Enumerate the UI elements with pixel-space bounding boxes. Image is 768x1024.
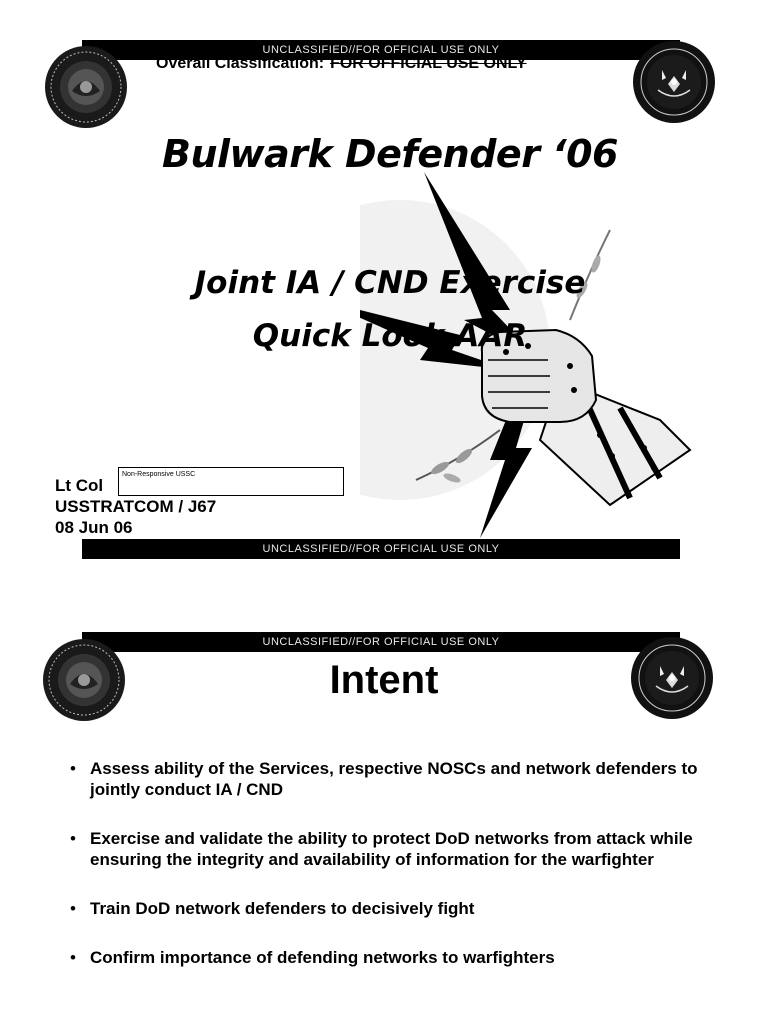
overall-classification-label: Overall Classification: <box>156 55 325 72</box>
presenter-organization: USSTRATCOM / J67 <box>55 497 217 516</box>
classification-banner-top: UNCLASSIFIED//FOR OFFICIAL USE ONLY <box>82 632 680 652</box>
overall-classification-value: FOR OFFICIAL USE ONLY <box>330 55 527 72</box>
bullet-icon: • <box>70 948 76 967</box>
presenter-rank: Lt Col <box>55 476 104 495</box>
intent-bullet-list <box>70 758 710 996</box>
list-item <box>70 947 710 968</box>
overall-classification <box>156 55 527 73</box>
bullet-text: Assess ability of the Services, respective NOSCs and network defenders to jointly conduct IA / CND <box>90 759 698 799</box>
intent-slide <box>0 610 768 1024</box>
bullet-icon: • <box>70 829 76 848</box>
classification-banner-bottom: UNCLASSIFIED//FOR OFFICIAL USE ONLY <box>82 539 680 559</box>
presentation-title: Bulwark Defender ‘06 <box>162 132 618 176</box>
bullet-text: Exercise and validate the ability to protect DoD networks from attack while ensuring the integrity and availability of information for the warfighter <box>90 829 693 869</box>
bullet-icon: • <box>70 899 76 918</box>
gauntlet-lightning-illustration <box>360 160 700 550</box>
redaction-box: Non-Responsive USSC <box>118 467 344 496</box>
presentation-subtitle-line-2: Quick Look AAR <box>252 318 528 354</box>
slide-title: Intent <box>329 658 439 702</box>
presentation-date: 08 Jun 06 <box>55 518 133 537</box>
bullet-text: Train DoD network defenders to decisively fight <box>90 899 475 918</box>
network-operations-seal-icon <box>632 40 716 124</box>
list-item <box>70 828 710 870</box>
bullet-text: Confirm importance of defending networks to warfighters <box>90 948 555 967</box>
presentation-subtitle-line-1: Joint IA / CND Exercise <box>194 265 586 301</box>
list-item <box>70 758 710 800</box>
bullet-icon: • <box>70 759 76 778</box>
list-item <box>70 898 710 919</box>
stratcom-seal-icon <box>44 45 128 129</box>
classification-banner-top: UNCLASSIFIED//FOR OFFICIAL USE ONLY <box>82 40 680 60</box>
